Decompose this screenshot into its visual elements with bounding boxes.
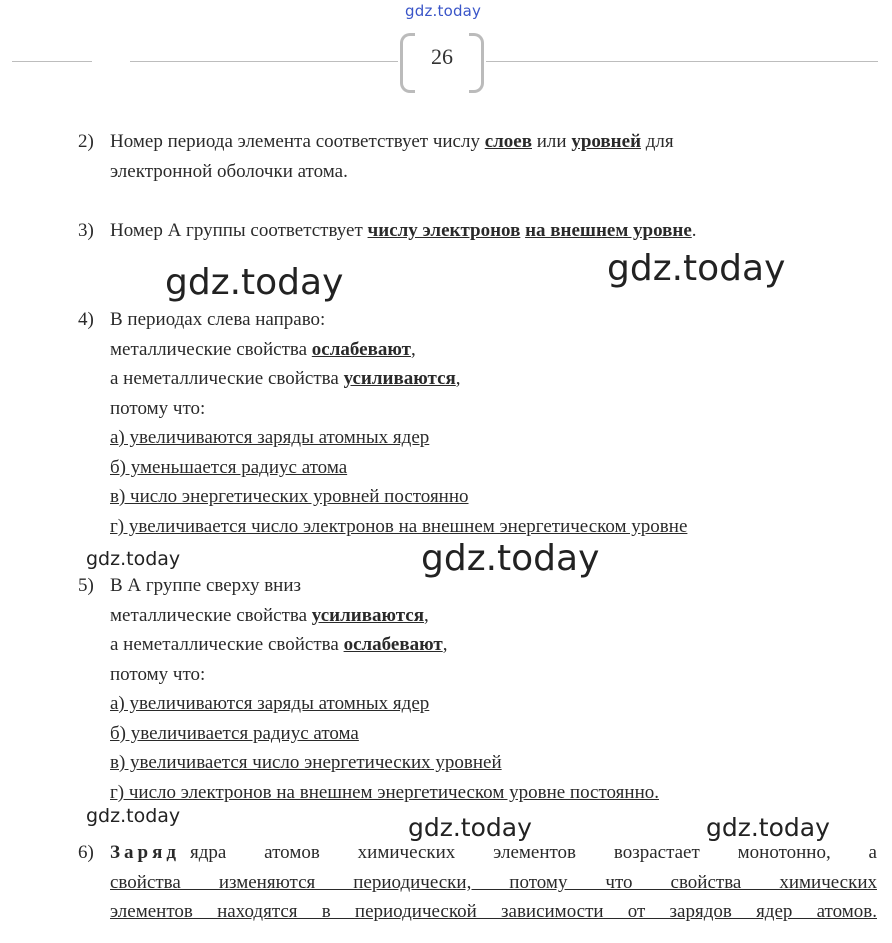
header-rule-left (12, 61, 92, 62)
item-5-line-3: а неметаллические свойства ослабевают, (110, 634, 448, 655)
header-rule-right (486, 61, 878, 62)
item-2-line-1: Номер периода элемента соответствует числу слоев или уровней для (110, 131, 674, 152)
item-3-number: 3) (78, 220, 94, 241)
item-4-reason-c: в) число энергетических уровней постоянно (110, 486, 469, 507)
item-2-line-2: электронной оболочки атома. (110, 161, 348, 182)
watermark: gdz.today (86, 805, 181, 827)
item-4-reason-d: г) увеличивается число электронов на внешнем энергетическом уровне (110, 516, 688, 537)
item-2-number: 2) (78, 131, 94, 152)
item-4-line-1: В периодах слева направо: (110, 309, 326, 330)
watermark: gdz.today (165, 262, 344, 303)
page-number-box (400, 33, 484, 89)
item-5-reason-c: в) увеличивается число энергетических уровней (110, 752, 502, 773)
item-6-line-3: элементов находятся в периодической зависимости от зарядов ядер атомов. (110, 901, 877, 922)
item-3-line-1: Номер А группы соответствует числу электронов на внешнем уровне. (110, 220, 697, 241)
item-5-line-4: потому что: (110, 664, 206, 685)
item-6-number: 6) (78, 842, 94, 863)
item-4-line-3: а неметаллические свойства усиливаются, (110, 368, 461, 389)
site-watermark-top: gdz.today (405, 2, 482, 20)
page-number: 26 (431, 44, 453, 69)
watermark: gdz.today (607, 248, 786, 289)
watermark: gdz.today (86, 548, 181, 570)
item-4-reason-b: б) уменьшается радиус атома (110, 457, 348, 478)
item-5-reason-d: г) число электронов на внешнем энергетическом уровне постоянно. (110, 782, 660, 803)
watermark: gdz.today (706, 813, 830, 842)
item-4-number: 4) (78, 309, 94, 330)
item-5-line-2: металлические свойства усиливаются, (110, 605, 429, 626)
item-4-line-2: металлические свойства ослабевают, (110, 339, 416, 360)
item-4-line-4: потому что: (110, 398, 206, 419)
item-5-reason-a: а) увеличиваются заряды атомных ядер (110, 693, 430, 714)
header-rule-mid (130, 61, 398, 62)
item-5-reason-b: б) увеличивается радиус атома (110, 723, 359, 744)
watermark: gdz.today (421, 538, 600, 579)
item-5-line-1: В А группе сверху вниз (110, 575, 302, 596)
item-4-reason-a: а) увеличиваются заряды атомных ядер (110, 427, 430, 448)
item-5-number: 5) (78, 575, 94, 596)
item-6-line-2: свойства изменяются периодически, потому что свойства химических (110, 872, 877, 893)
watermark: gdz.today (408, 813, 532, 842)
item-6-line-1: Заряд ядра атомов химических элементов возрастает монотонно, а (110, 842, 877, 863)
